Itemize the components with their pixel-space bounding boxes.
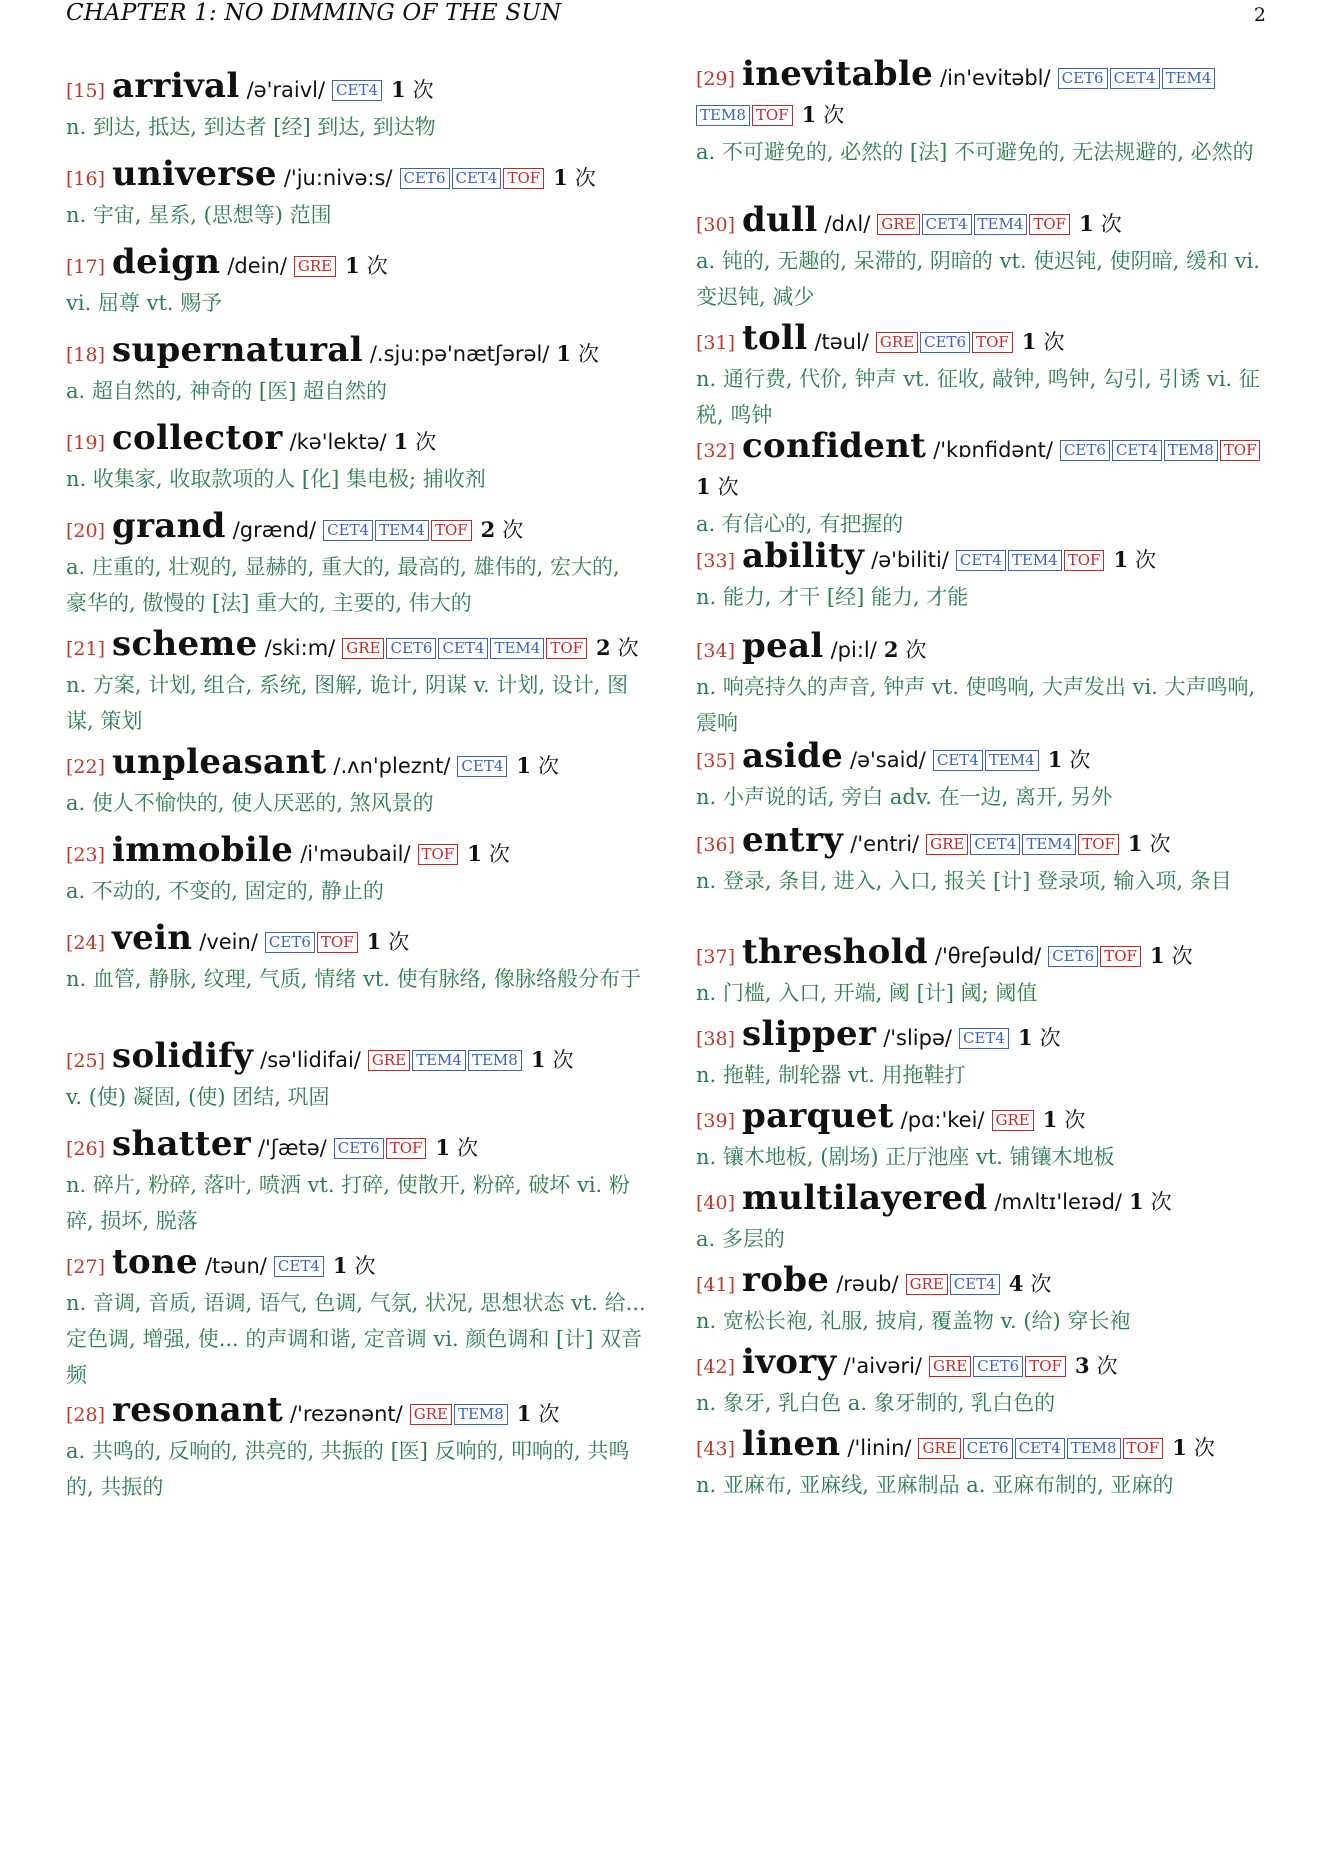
entry-number: [42] (696, 1356, 736, 1378)
exam-tag-cet4: CET4 (323, 520, 373, 541)
entry-number: [38] (696, 1028, 736, 1050)
exam-tag-cet4: CET4 (933, 750, 983, 771)
entry-headline (66, 1244, 646, 1285)
entry-phonetic: /i'məubail/ (300, 842, 411, 866)
occurrence-count: 1 (1021, 329, 1037, 354)
times-label: 次 (538, 1402, 560, 1426)
entry-phonetic: /təun/ (204, 1254, 267, 1278)
entry-headline (66, 244, 646, 285)
entry-phonetic: /grænd/ (232, 518, 317, 542)
exam-tag-cet4: CET4 (457, 756, 507, 777)
occurrence-count: 1 (435, 1135, 451, 1160)
times-label: 次 (354, 1254, 376, 1278)
entry-definition: n. 方案, 计划, 组合, 系统, 图解, 诡计, 阴谋 v. 计划, 设计, 图谋, 策划 (66, 673, 629, 733)
vocab-entry (696, 320, 1266, 433)
times-label: 次 (823, 103, 845, 127)
entry-word: inevitable (742, 54, 934, 94)
entry-definition: n. 镶木地板, (剧场) 正厅池座 vt. 铺镶木地板 (696, 1145, 1115, 1169)
chapter-title: CHAPTER 1: NO DIMMING OF THE SUN (66, 0, 562, 26)
entry-word: solidify (112, 1036, 254, 1076)
entry-headline (66, 332, 646, 373)
vocab-entry (66, 744, 646, 821)
vocab-entry (66, 1038, 646, 1115)
times-label: 次 (388, 930, 410, 954)
exam-tag-gre: GRE (877, 214, 919, 235)
occurrence-count: 1 (1127, 831, 1143, 856)
exam-tag-cet4: CET4 (438, 638, 488, 659)
exam-tag-cet4: CET4 (959, 1028, 1009, 1049)
entry-definition: n. 收集家, 收取款项的人 [化] 集电极; 捕收剂 (66, 467, 486, 491)
occurrence-count: 1 (1149, 943, 1165, 968)
exam-tag-gre: GRE (294, 256, 336, 277)
entry-number: [20] (66, 520, 106, 542)
exam-tag-tem8: TEM8 (1067, 1438, 1121, 1459)
vocab-entry (696, 1426, 1266, 1503)
exam-tag-cet6: CET6 (1060, 440, 1110, 461)
entry-number: [43] (696, 1438, 736, 1460)
entry-phonetic: /'ʃætə/ (257, 1136, 327, 1160)
entry-definition: n. 能力, 才干 [经] 能力, 才能 (696, 585, 969, 609)
entry-definition: vi. 屈尊 vt. 赐予 (66, 291, 223, 315)
entry-phonetic: /rəub/ (836, 1272, 899, 1296)
entry-definition: n. 响亮持久的声音, 钟声 vt. 使鸣响, 大声发出 vi. 大声鸣响, 震响 (696, 675, 1256, 735)
entry-phonetic: /ə'raivl/ (246, 78, 326, 102)
entry-headline (696, 202, 1266, 243)
entry-headline (696, 934, 1266, 975)
exam-tag-cet6: CET6 (1048, 946, 1098, 967)
entry-headline (66, 68, 646, 109)
entry-phonetic: /dʌl/ (824, 212, 871, 236)
entry-number: [41] (696, 1274, 736, 1296)
entry-headline (66, 1038, 646, 1079)
entry-phonetic: /kə'lektə/ (289, 430, 387, 454)
entry-word: slipper (742, 1014, 877, 1054)
occurrence-count: 1 (391, 77, 406, 102)
vocab-entry (696, 1180, 1266, 1257)
times-label: 次 (1069, 748, 1091, 772)
entry-headline (696, 1426, 1266, 1467)
entry-phonetic: /mʌltɪ'leɪəd/ (994, 1190, 1123, 1214)
exam-tag-cet6: CET6 (963, 1438, 1013, 1459)
entry-phonetic: /'aivəri/ (843, 1354, 922, 1378)
times-label: 次 (1171, 944, 1193, 968)
exam-tag-cet6: CET6 (973, 1356, 1023, 1377)
entry-headline (66, 508, 646, 549)
exam-tag-gre: GRE (410, 1404, 452, 1425)
entry-number: [22] (66, 756, 106, 778)
entry-number: [30] (696, 214, 736, 236)
occurrence-count: 1 (332, 1253, 348, 1278)
entry-word: tone (112, 1242, 198, 1282)
exam-tag-cet4: CET4 (1112, 440, 1162, 461)
entry-headline (696, 1180, 1266, 1221)
entry-word: shatter (112, 1124, 251, 1164)
vocab-entry (696, 1098, 1266, 1175)
entry-number: [29] (696, 68, 736, 90)
exam-tag-tem4: TEM4 (1162, 68, 1216, 89)
exam-tag-gre: GRE (876, 332, 918, 353)
occurrence-count: 1 (1047, 747, 1063, 772)
vocab-entry (696, 1016, 1266, 1093)
entry-word: toll (742, 318, 808, 358)
vocab-entry (66, 68, 646, 145)
exam-tag-cet6: CET6 (920, 332, 970, 353)
occurrence-count: 1 (553, 165, 568, 190)
entry-number: [39] (696, 1110, 736, 1132)
entry-word: universe (112, 154, 277, 194)
exam-tag-tof: TOF (1029, 214, 1070, 235)
entry-number: [19] (66, 432, 106, 454)
vocab-entry (66, 156, 646, 233)
exam-tag-cet6: CET6 (1058, 68, 1108, 89)
entry-headline (66, 420, 646, 461)
times-label: 次 (552, 1048, 574, 1072)
entry-definition: a. 不动的, 不变的, 固定的, 静止的 (66, 879, 384, 903)
entry-number: [27] (66, 1256, 106, 1278)
entry-number: [16] (66, 168, 106, 190)
exam-tag-cet4: CET4 (970, 834, 1020, 855)
entry-phonetic: /ə'biliti/ (871, 548, 949, 572)
exam-tag-tof: TOF (752, 105, 793, 126)
entry-number: [34] (696, 640, 736, 662)
times-label: 次 (905, 638, 927, 662)
vocab-entry (696, 1262, 1266, 1339)
vocab-entry (66, 244, 646, 321)
entry-definition: n. 到达, 抵达, 到达者 [经] 到达, 到达物 (66, 115, 436, 139)
vocab-entry (66, 920, 646, 997)
entry-definition: v. (使) 凝固, (使) 团结, 巩固 (66, 1085, 330, 1109)
entry-word: deign (112, 242, 221, 282)
entry-number: [21] (66, 638, 106, 660)
exam-tag-cet4: CET4 (922, 214, 972, 235)
exam-tag-tem4: TEM4 (490, 638, 544, 659)
entry-phonetic: /vein/ (199, 930, 258, 954)
entry-definition: a. 钝的, 无趣的, 呆滞的, 阴暗的 vt. 使迟钝, 使阴暗, 缓和 vi. 变迟钝, 减少 (696, 249, 1260, 309)
entry-definition: n. 拖鞋, 制轮器 vt. 用拖鞋打 (696, 1063, 966, 1087)
entry-phonetic: /.sju:pə'nætʃərəl/ (369, 342, 550, 366)
occurrence-count: 1 (366, 929, 382, 954)
entry-word: multilayered (742, 1178, 988, 1218)
vocab-entry (66, 332, 646, 409)
exam-tag-gre: GRE (918, 1438, 960, 1459)
entry-definition: n. 碎片, 粉碎, 落叶, 喷洒 vt. 打碎, 使散开, 粉碎, 破坏 vi. 粉碎, 损坏, 脱落 (66, 1173, 630, 1233)
entry-word: confident (742, 426, 927, 466)
entry-phonetic: /dein/ (227, 254, 287, 278)
times-label: 次 (412, 78, 434, 102)
entry-word: collector (112, 418, 283, 458)
entry-phonetic: /'slipə/ (883, 1026, 952, 1050)
entry-number: [25] (66, 1050, 106, 1072)
times-label: 次 (1149, 832, 1171, 856)
times-label: 次 (1043, 330, 1065, 354)
entry-word: supernatural (112, 330, 363, 370)
vocab-entry (696, 538, 1266, 615)
entry-definition: n. 血管, 静脉, 纹理, 气质, 情绪 vt. 使有脉络, 像脉络般分布于 (66, 967, 641, 991)
exam-tag-tem8: TEM8 (1164, 440, 1218, 461)
vocab-entry (696, 428, 1266, 542)
exam-tag-tof: TOF (418, 844, 459, 865)
occurrence-count: 1 (345, 253, 360, 278)
entry-number: [23] (66, 844, 106, 866)
entry-headline (696, 1016, 1266, 1057)
occurrence-count: 1 (1129, 1189, 1144, 1214)
entry-word: vein (112, 918, 193, 958)
exam-tag-cet4: CET4 (956, 550, 1006, 571)
entry-headline (696, 1344, 1266, 1385)
entry-phonetic: /pɑ:'kei/ (900, 1108, 985, 1132)
vocab-entry (66, 1126, 646, 1239)
entry-word: parquet (742, 1096, 894, 1136)
exam-tag-tof: TOF (1100, 946, 1141, 967)
vocab-entry (66, 626, 646, 739)
entry-word: resonant (112, 1390, 283, 1430)
exam-tag-tem4: TEM4 (974, 214, 1028, 235)
times-label: 次 (1030, 1272, 1052, 1296)
entry-phonetic: /təul/ (814, 330, 869, 354)
occurrence-count: 2 (883, 637, 899, 662)
exam-tag-gre: GRE (929, 1356, 971, 1377)
entry-headline (66, 920, 646, 961)
vocab-entry (696, 934, 1266, 1011)
entry-definition: n. 登录, 条目, 进入, 入口, 报关 [计] 登录项, 输入项, 条目 (696, 869, 1232, 893)
entry-phonetic: /ə'said/ (850, 748, 926, 772)
exam-tag-tem8: TEM8 (696, 105, 750, 126)
vocab-entry (696, 56, 1266, 170)
entry-headline (66, 156, 646, 197)
exam-tag-tem4: TEM4 (985, 750, 1039, 771)
exam-tag-tof: TOF (546, 638, 587, 659)
occurrence-count: 3 (1074, 1353, 1090, 1378)
occurrence-count: 4 (1008, 1271, 1024, 1296)
exam-tag-gre: GRE (342, 638, 384, 659)
entry-word: immobile (112, 830, 294, 870)
entry-headline (696, 538, 1266, 579)
entry-phonetic: /.ʌn'pleznt/ (333, 754, 451, 778)
exam-tag-tof: TOF (1025, 1356, 1066, 1377)
occurrence-count: 1 (516, 753, 532, 778)
entry-phonetic: /'kɒnfidənt/ (933, 438, 1053, 462)
exam-tag-tof: TOF (431, 520, 472, 541)
exam-tag-tof: TOF (972, 332, 1013, 353)
entry-word: arrival (112, 66, 240, 106)
entry-definition: a. 共鸣的, 反响的, 洪亮的, 共振的 [医] 反响的, 叩响的, 共鸣的, 共振的 (66, 1439, 630, 1499)
exam-tag-cet6: CET6 (400, 168, 450, 189)
entry-word: unpleasant (112, 742, 327, 782)
times-label: 次 (457, 1136, 479, 1160)
entry-definition: a. 有信心的, 有把握的 (696, 512, 904, 536)
exam-tag-tof: TOF (503, 168, 544, 189)
entry-phonetic: /'rezənənt/ (289, 1402, 403, 1426)
times-label: 次 (1100, 212, 1122, 236)
entry-phonetic: /'entri/ (850, 832, 920, 856)
entry-word: aside (742, 736, 844, 776)
entry-definition: a. 不可避免的, 必然的 [法] 不可避免的, 无法规避的, 必然的 (696, 140, 1254, 164)
entry-phonetic: /ski:m/ (264, 636, 336, 660)
entry-headline (696, 628, 1266, 669)
vocab-entry (696, 1344, 1266, 1421)
entry-number: [15] (66, 80, 106, 102)
exam-tag-gre: GRE (926, 834, 968, 855)
occurrence-count: 1 (1113, 547, 1129, 572)
entry-number: [37] (696, 946, 736, 968)
exam-tag-tof: TOF (1064, 550, 1105, 571)
entry-definition: n. 宇宙, 星系, (思想等) 范围 (66, 203, 332, 227)
times-label: 次 (538, 754, 560, 778)
page-number: 2 (1253, 4, 1266, 26)
occurrence-count: 1 (467, 841, 482, 866)
entry-number: [24] (66, 932, 106, 954)
vocab-entry (696, 822, 1266, 899)
entry-headline (66, 1126, 646, 1167)
entry-word: ivory (742, 1342, 837, 1382)
occurrence-count: 1 (530, 1047, 546, 1072)
exam-tag-tem4: TEM4 (375, 520, 429, 541)
exam-tag-cet6: CET6 (386, 638, 436, 659)
exam-tag-cet4: CET4 (1015, 1438, 1065, 1459)
entry-definition: a. 使人不愉快的, 使人厌恶的, 煞风景的 (66, 791, 434, 815)
times-label: 次 (366, 254, 388, 278)
entry-word: robe (742, 1260, 830, 1300)
entry-number: [18] (66, 344, 106, 366)
entry-definition: n. 象牙, 乳白色 a. 象牙制的, 乳白色的 (696, 1391, 1056, 1415)
entry-headline (696, 822, 1266, 863)
exam-tag-cet4: CET4 (950, 1274, 1000, 1295)
occurrence-count: 1 (801, 102, 817, 127)
entry-number: [35] (696, 750, 736, 772)
exam-tag-tof: TOF (317, 932, 358, 953)
times-label: 次 (717, 475, 739, 499)
entry-headline (696, 56, 1266, 134)
exam-tag-tem8: TEM8 (468, 1050, 522, 1071)
entry-definition: a. 庄重的, 壮观的, 显赫的, 重大的, 最高的, 雄伟的, 宏大的, 豪华的, 傲慢的 [法] 重大的, 主要的, 伟大的 (66, 555, 620, 615)
entry-phonetic: /pi:l/ (830, 638, 877, 662)
vocab-entry (696, 628, 1266, 741)
times-label: 次 (1150, 1190, 1172, 1214)
times-label: 次 (578, 342, 600, 366)
times-label: 次 (617, 636, 639, 660)
exam-tag-cet4: CET4 (1110, 68, 1160, 89)
vocab-entry (66, 1244, 646, 1393)
exam-tag-tem4: TEM4 (1022, 834, 1076, 855)
times-label: 次 (1064, 1108, 1086, 1132)
exam-tag-cet6: CET6 (334, 1138, 384, 1159)
entry-definition: n. 门槛, 入口, 开端, 阈 [计] 阈; 阈值 (696, 981, 1038, 1005)
exam-tag-cet6: CET6 (265, 932, 315, 953)
entry-definition: n. 通行费, 代价, 钟声 vt. 征收, 敲钟, 鸣钟, 勾引, 引诱 vi. 征税, 鸣钟 (696, 367, 1260, 427)
exam-tag-tof: TOF (386, 1138, 427, 1159)
occurrence-count: 2 (596, 635, 611, 660)
entry-headline (66, 744, 646, 785)
entry-definition: n. 亚麻布, 亚麻线, 亚麻制品 a. 亚麻布制的, 亚麻的 (696, 1473, 1174, 1497)
exam-tag-gre: GRE (992, 1110, 1034, 1131)
vocab-entry (66, 420, 646, 497)
entry-number: [33] (696, 550, 736, 572)
occurrence-count: 1 (1172, 1435, 1187, 1460)
vocab-entry (66, 1392, 646, 1505)
entry-word: linen (742, 1424, 841, 1464)
entry-headline (696, 738, 1266, 779)
entry-number: [32] (696, 440, 736, 462)
entry-number: [36] (696, 834, 736, 856)
entry-word: grand (112, 506, 226, 546)
times-label: 次 (1039, 1026, 1061, 1050)
occurrence-count: 1 (1079, 211, 1094, 236)
exam-tag-tem4: TEM4 (412, 1050, 466, 1071)
occurrence-count: 1 (556, 341, 572, 366)
entry-phonetic: /'θreʃəuld/ (934, 944, 1042, 968)
exam-tag-gre: GRE (906, 1274, 948, 1295)
entry-word: threshold (742, 932, 928, 972)
entry-phonetic: /in'evitəbl/ (940, 66, 1051, 90)
entry-definition: a. 超自然的, 神奇的 [医] 超自然的 (66, 379, 387, 403)
exam-tag-tof: TOF (1123, 1438, 1164, 1459)
entry-headline (696, 1098, 1266, 1139)
times-label: 次 (574, 166, 596, 190)
occurrence-count: 1 (1017, 1025, 1033, 1050)
exam-tag-cet4: CET4 (452, 168, 502, 189)
entry-number: [40] (696, 1192, 736, 1214)
entry-definition: n. 音调, 音质, 语调, 语气, 色调, 气氛, 状况, 思想状态 vt. 给... 定色调, 增强, 使... 的声调和谐, 定音调 vi. 颜色调和 [计] 双音频 (66, 1291, 646, 1387)
times-label: 次 (1193, 1436, 1215, 1460)
times-label: 次 (415, 430, 437, 454)
entry-word: dull (742, 200, 818, 240)
entry-definition: n. 宽松长袍, 礼服, 披肩, 覆盖物 v. (给) 穿长袍 (696, 1309, 1131, 1333)
entry-definition: a. 多层的 (696, 1227, 785, 1251)
exam-tag-cet4: CET4 (332, 80, 382, 101)
entry-headline (696, 1262, 1266, 1303)
entry-number: [31] (696, 332, 736, 354)
times-label: 次 (1096, 1354, 1118, 1378)
entry-headline (696, 320, 1266, 361)
entry-word: peal (742, 626, 824, 666)
occurrence-count: 1 (696, 474, 711, 499)
times-label: 次 (1135, 548, 1157, 572)
exam-tag-tem8: TEM8 (454, 1404, 508, 1425)
entry-phonetic: /sə'lidifai/ (260, 1048, 361, 1072)
entry-headline (696, 428, 1266, 506)
entry-definition: n. 小声说的话, 旁白 adv. 在一边, 离开, 另外 (696, 785, 1113, 809)
occurrence-count: 1 (516, 1401, 532, 1426)
entry-phonetic: /'ju:nivə:s/ (283, 166, 393, 190)
vocab-entry (66, 832, 646, 909)
exam-tag-tem4: TEM4 (1008, 550, 1062, 571)
entry-number: [17] (66, 256, 106, 278)
exam-tag-gre: GRE (368, 1050, 410, 1071)
entry-number: [28] (66, 1404, 106, 1426)
exam-tag-cet4: CET4 (274, 1256, 324, 1277)
occurrence-count: 1 (1042, 1107, 1058, 1132)
occurrence-count: 2 (480, 517, 496, 542)
entry-number: [26] (66, 1138, 106, 1160)
vocab-entry (66, 508, 646, 621)
entry-word: ability (742, 536, 865, 576)
exam-tag-tof: TOF (1078, 834, 1119, 855)
entry-word: scheme (112, 624, 258, 664)
times-label: 次 (488, 842, 510, 866)
entry-headline (66, 832, 646, 873)
entry-headline (66, 626, 646, 667)
occurrence-count: 1 (393, 429, 409, 454)
entry-phonetic: /'linin/ (847, 1436, 912, 1460)
exam-tag-tof: TOF (1220, 440, 1261, 461)
times-label: 次 (502, 518, 524, 542)
entry-word: entry (742, 820, 844, 860)
vocab-entry (696, 202, 1266, 315)
entry-headline (66, 1392, 646, 1433)
vocab-entry (696, 738, 1266, 815)
